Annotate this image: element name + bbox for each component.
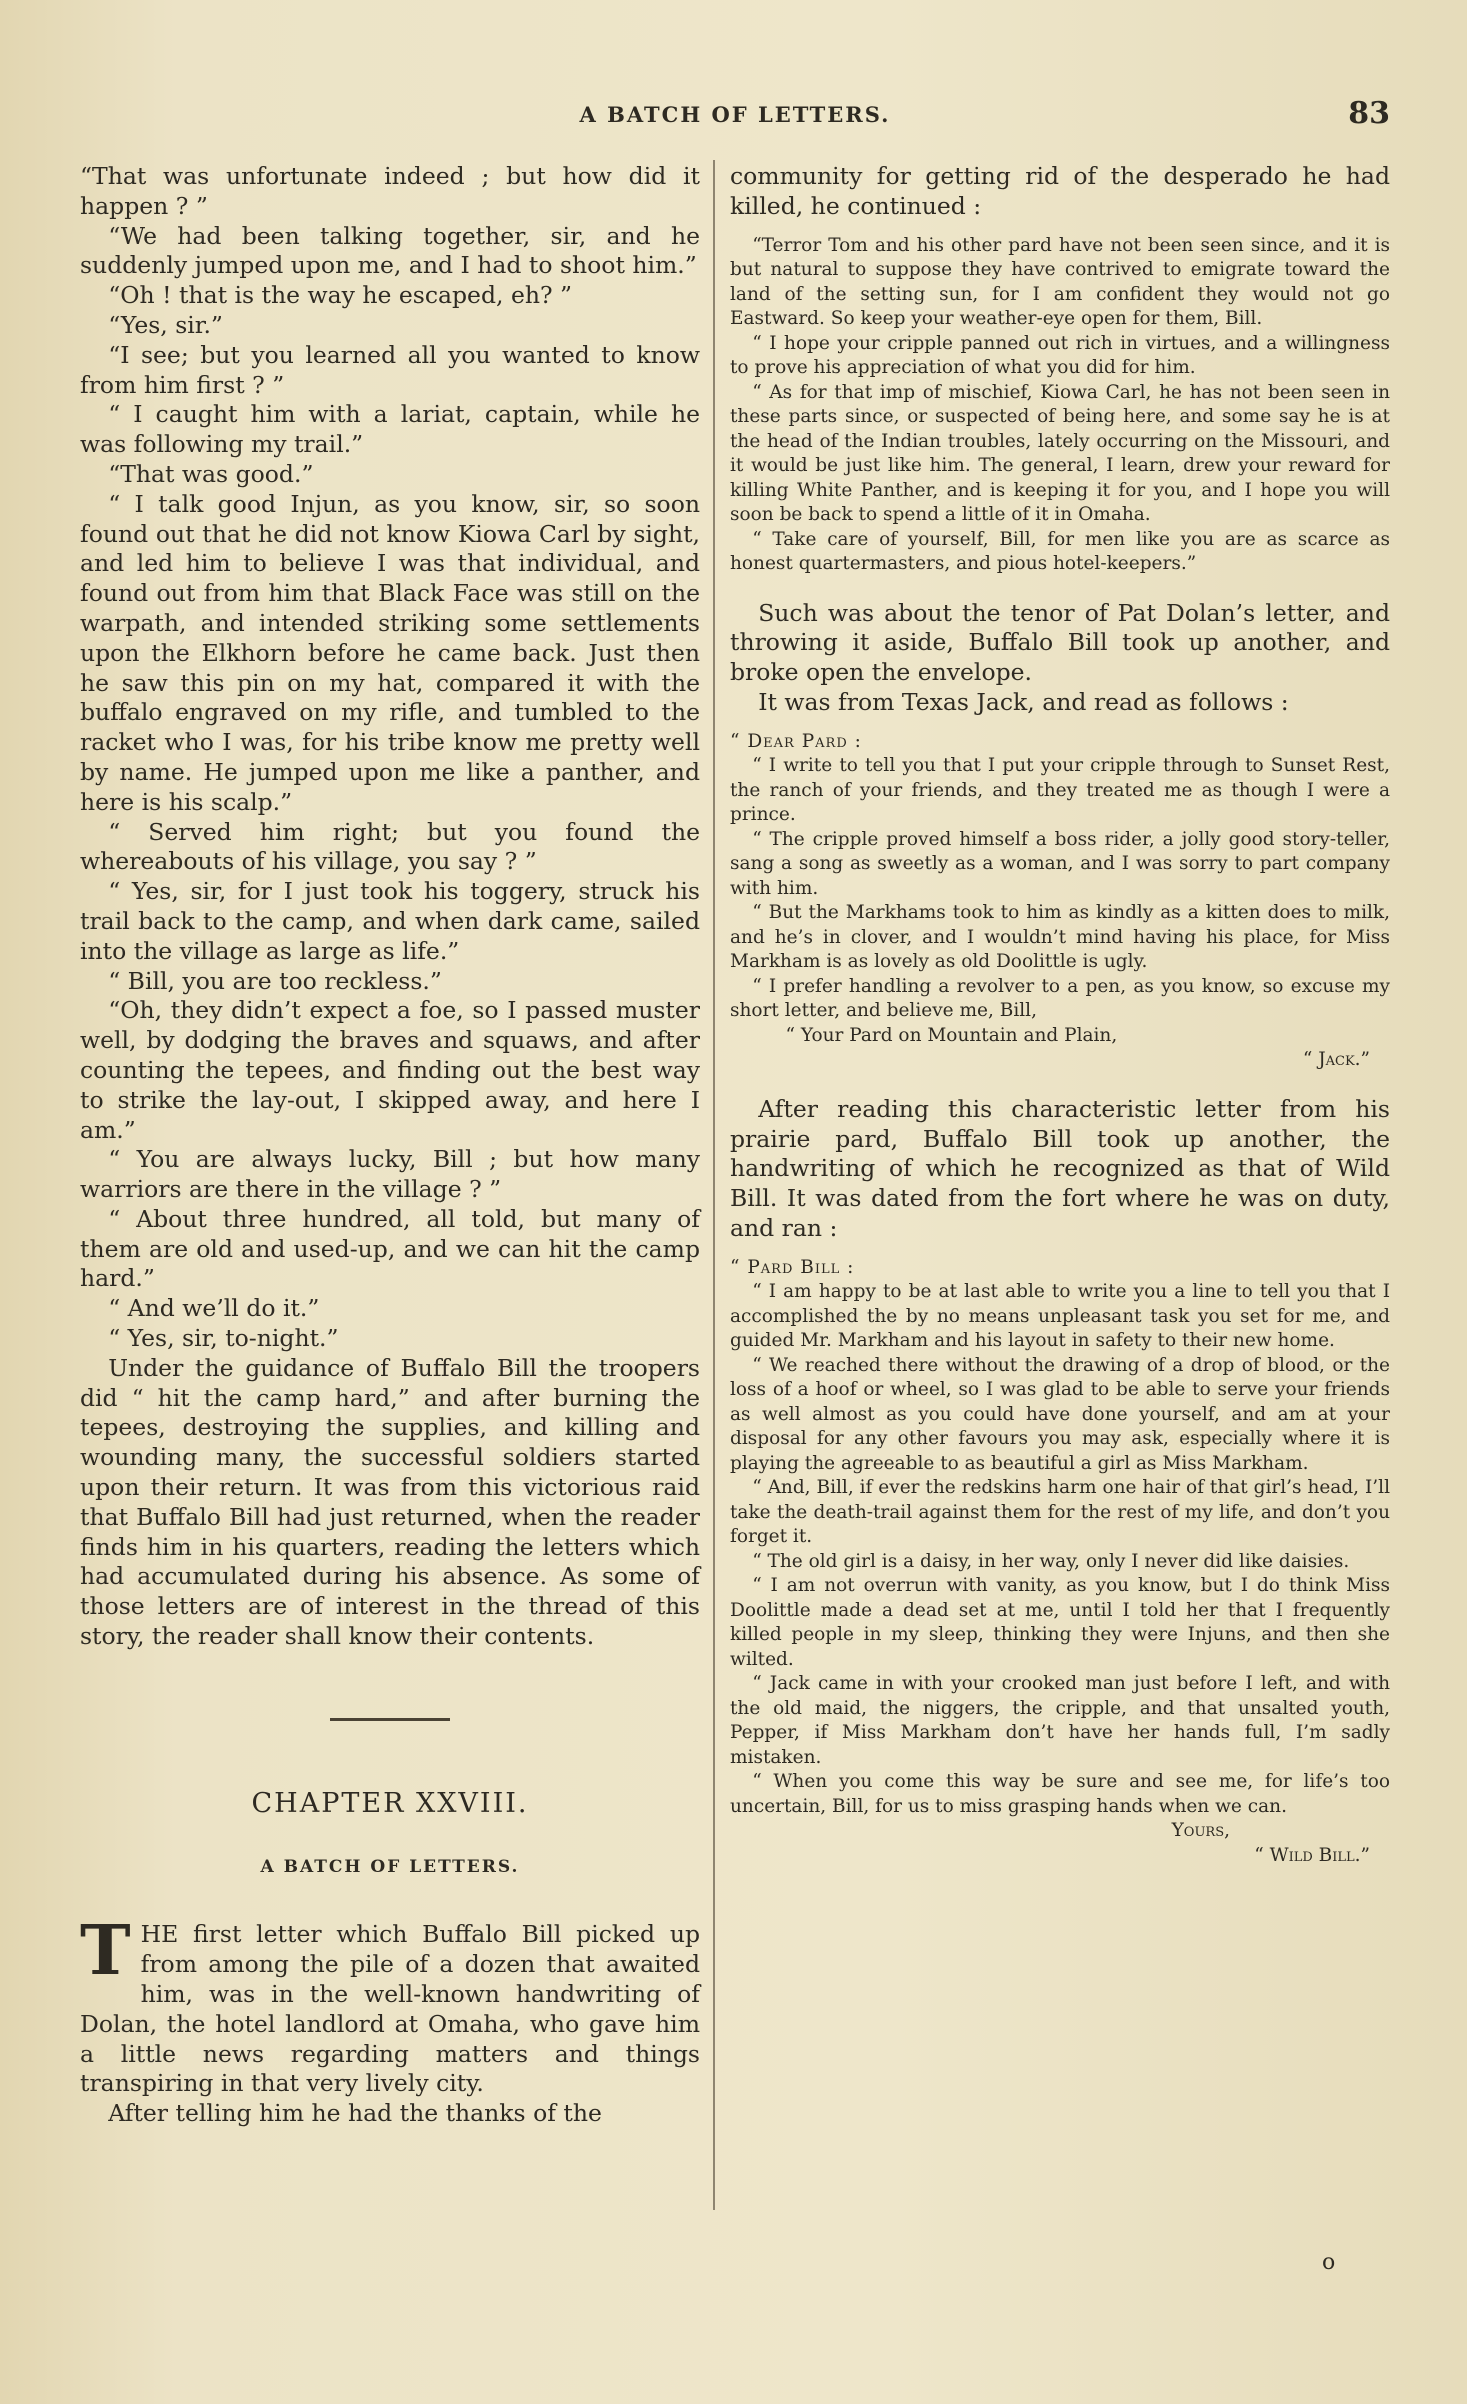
letter-salutation: “ Dear Pard : bbox=[730, 730, 862, 752]
paragraph: “ You are always lucky, Bill ; but how many warriors are there in the village ? ” bbox=[80, 1145, 700, 1204]
letter-paragraph: “ But the Markhams took to him as kindly as a kitten does to milk, and he’s in clover, and I wouldn’t mind having his place, for Miss Markham is as lovely as old Doolittle is ugly. bbox=[730, 902, 1390, 973]
letter-paragraph: “ I hope your cripple panned out rich in virtues, and a willingness to prove his appreciation of what you did for him. bbox=[730, 332, 1390, 379]
letter-paragraph: “ When you come this way be sure and see me, for life’s too uncertain, Bill, for us to miss grasping hands when we can. bbox=[730, 1771, 1390, 1817]
paragraph: “ Yes, sir, for I just took his toggery, struck his trail back to the camp, and when dark came, sailed into the village as large as life.” bbox=[80, 877, 700, 965]
paragraph: Under the guidance of Buffalo Bill the troopers did “ hit the camp hard,” and after burning the tepees, destroying the supplies, and killing and wounding many, the successful soldiers started upon their return. It was from this victorious raid that Buffalo Bill had just returned, when the reader finds him in his quarters, reading the letters which had accumulated during his absence. As some of those letters are of interest in the thread of this story, the reader shall know their contents. bbox=[80, 1353, 700, 1651]
paragraph: Such was about the tenor of Pat Dolan’s letter, and throwing it aside, Buffalo Bill took up another, and broke open the envelope. bbox=[730, 598, 1390, 687]
paragraph: “That was good.” bbox=[108, 459, 314, 488]
letter-paragraph: “ Jack came in with your crooked man just before I left, and with the old maid, the niggers, the cripple, and that unsalted youth, Pepper, if Miss Markham don’t have her hands full, I’m sadly mistaken. bbox=[730, 1673, 1390, 1768]
wild-bill-letter bbox=[730, 1256, 1390, 1869]
letter-paragraph: “Terror Tom and his other pard have not been seen since, and it is but natural to suppose they have contrived to emigrate toward the land of the setting sun, for I am confident they would not go Eastward. So keep your weather-eye open for them, Bill. bbox=[730, 234, 1390, 330]
running-title: A BATCH OF LETTERS. bbox=[579, 102, 891, 127]
opening-text: HE first letter which Buffalo Bill picked up from among the pile of a dozen that awaited him, was in the well-known handwriting of Dolan, the hotel landlord at Omaha, who gave him a little news regarding matters and things transpiring in that very lively city. bbox=[80, 1920, 700, 2098]
letter-paragraph: “ I am happy to be at last able to write you a line to tell you that I accomplished the by no means unpleasant task you set for me, and guided Mr. Markham and his layout in safety to their new home. bbox=[730, 1281, 1390, 1352]
paragraph: “Oh ! that is the way he escaped, eh? ” bbox=[108, 281, 573, 310]
page-number: 83 bbox=[1348, 96, 1390, 131]
footer-mark: o bbox=[1322, 2250, 1336, 2275]
running-head bbox=[80, 96, 1390, 136]
paragraph: “Yes, sir.” bbox=[108, 310, 223, 339]
column-divider bbox=[713, 160, 715, 2210]
letter-paragraph: “ The cripple proved himself a boss rider, a jolly good story-teller, sang a song as sweetly as a woman, and I was sorry to part company with him. bbox=[730, 828, 1390, 899]
paragraph: “ About three hundred, all told, but many of them are old and used-up, and we can hit the camp hard.” bbox=[80, 1204, 700, 1293]
paragraph: After telling him he had the thanks of the bbox=[108, 2099, 602, 2128]
drop-cap: T bbox=[80, 1911, 131, 1992]
left-column bbox=[80, 162, 700, 2129]
paragraph: “ Bill, you are too reckless.” bbox=[108, 966, 442, 995]
spacer bbox=[730, 1073, 1390, 1095]
letter-paragraph: “ And, Bill, if ever the redskins harm one hair of that girl’s head, I’ll take the death-trail against them for the rest of my life, and don’t you forget it. bbox=[730, 1477, 1390, 1548]
paragraph: After reading this characteristic letter from his prairie pard, Buffalo Bill took up another, the handwriting of which he recognized as that of Wild Bill. It was dated from the fort where he was on duty, and ran : bbox=[730, 1094, 1390, 1242]
chapter-title: CHAPTER XXVIII. bbox=[251, 1787, 529, 1819]
letter-closing: “ Your Pard on Mountain and Plain, bbox=[785, 1024, 1118, 1046]
letter-paragraph: “ We reached there without the drawing of a drop of blood, or the loss of a hoof or wheel, so I was glad to be able to serve your friends as well almost as you could have done yourself, and am at your disposal for any other favours you may ask, especially where it is playing the agreeable to as beautiful a girl as Miss Markham. bbox=[730, 1354, 1390, 1474]
letter-salutation: “ Pard Bill : bbox=[730, 1256, 855, 1278]
right-column bbox=[730, 162, 1390, 1868]
letter-paragraph: “ I write to tell you that I put your cripple through to Sunset Rest, the ranch of your friends, and they treated me as though I were a prince. bbox=[730, 755, 1390, 826]
paragraph: “That was unfortunate indeed ; but how did it happen ? ” bbox=[80, 162, 700, 220]
paragraph: “ Yes, sir, to-night.” bbox=[108, 1324, 339, 1353]
paragraph: “ Served him right; but you found the whereabouts of his village, you say ? ” bbox=[80, 817, 700, 876]
dolan-letter bbox=[730, 234, 1390, 577]
letter-closing: Yours, bbox=[1171, 1820, 1230, 1842]
letter-paragraph: “ The old girl is a daisy, in her way, only I never did like daisies. bbox=[752, 1550, 1350, 1572]
letter-paragraph: “ Take care of yourself, Bill, for men like you are as scarce as honest quartermasters, and pious hotel-keepers.” bbox=[730, 528, 1390, 575]
spacer bbox=[730, 577, 1390, 599]
letter-signature: “ Jack.” bbox=[1302, 1049, 1370, 1071]
paragraph: “ I talk good Injun, as you know, sir, so soon found out that he did not know Kiowa Carl by sight, and led him to believe I was that individual, and found out from him that Black Face was still on the warpath, and intended striking some settlements upon the Elkhorn before he came back. Just then he saw this pin on my hat, compared it with the buffalo engraved on my rifle, and tumbled to the racket who I was, for his tribe know me pretty well by name. He jumped upon me like a panther, and here is his scalp.” bbox=[80, 489, 700, 816]
paragraph: “We had been talking together, sir, and he suddenly jumped upon me, and I had to shoot him.” bbox=[80, 221, 700, 280]
letter-signature: “ Wild Bill.” bbox=[1254, 1844, 1370, 1866]
chapter-subtitle: A BATCH OF LETTERS. bbox=[260, 1856, 520, 1877]
letter-paragraph: “ As for that imp of mischief, Kiowa Carl, he has not been seen in these parts since, or suspected of being here, and some say he is at the head of the Indian troubles, lately occurring on the Missouri, and it would be just like him. The general, I learn, drew your reward for killing White Panther, and is keeping it for you, and I hope you will soon be back to spend a little of it in Omaha. bbox=[730, 381, 1390, 526]
letter-paragraph: “ I prefer handling a revolver to a pen, as you know, so excuse my short letter, and believe me, Bill, bbox=[730, 975, 1390, 1022]
paragraph: It was from Texas Jack, and read as follows : bbox=[758, 687, 1289, 716]
paragraph: community for getting rid of the desperado he had killed, he continued : bbox=[730, 162, 1390, 220]
paragraph: “ And we’ll do it.” bbox=[108, 1294, 320, 1323]
chapter-divider-rule bbox=[330, 1718, 450, 1721]
texas-jack-letter bbox=[730, 730, 1390, 1073]
paragraph: “I see; but you learned all you wanted to know from him first ? ” bbox=[80, 340, 700, 399]
chapter-opening-paragraph bbox=[80, 1911, 700, 2099]
letter-paragraph: “ I am not overrun with vanity, as you know, but I do think Miss Doolittle made a dead set at me, until I told her that I frequently killed people in my sleep, thinking they were Injuns, and then she wilted. bbox=[730, 1575, 1390, 1670]
paragraph: “Oh, they didn’t expect a foe, so I passed muster well, by dodging the braves and squaws, and after counting the tepees, and finding out the best way to strike the lay-out, I skipped away, and here I am.” bbox=[80, 996, 700, 1144]
paragraph: “ I caught him with a lariat, captain, while he was following my trail.” bbox=[80, 400, 700, 459]
